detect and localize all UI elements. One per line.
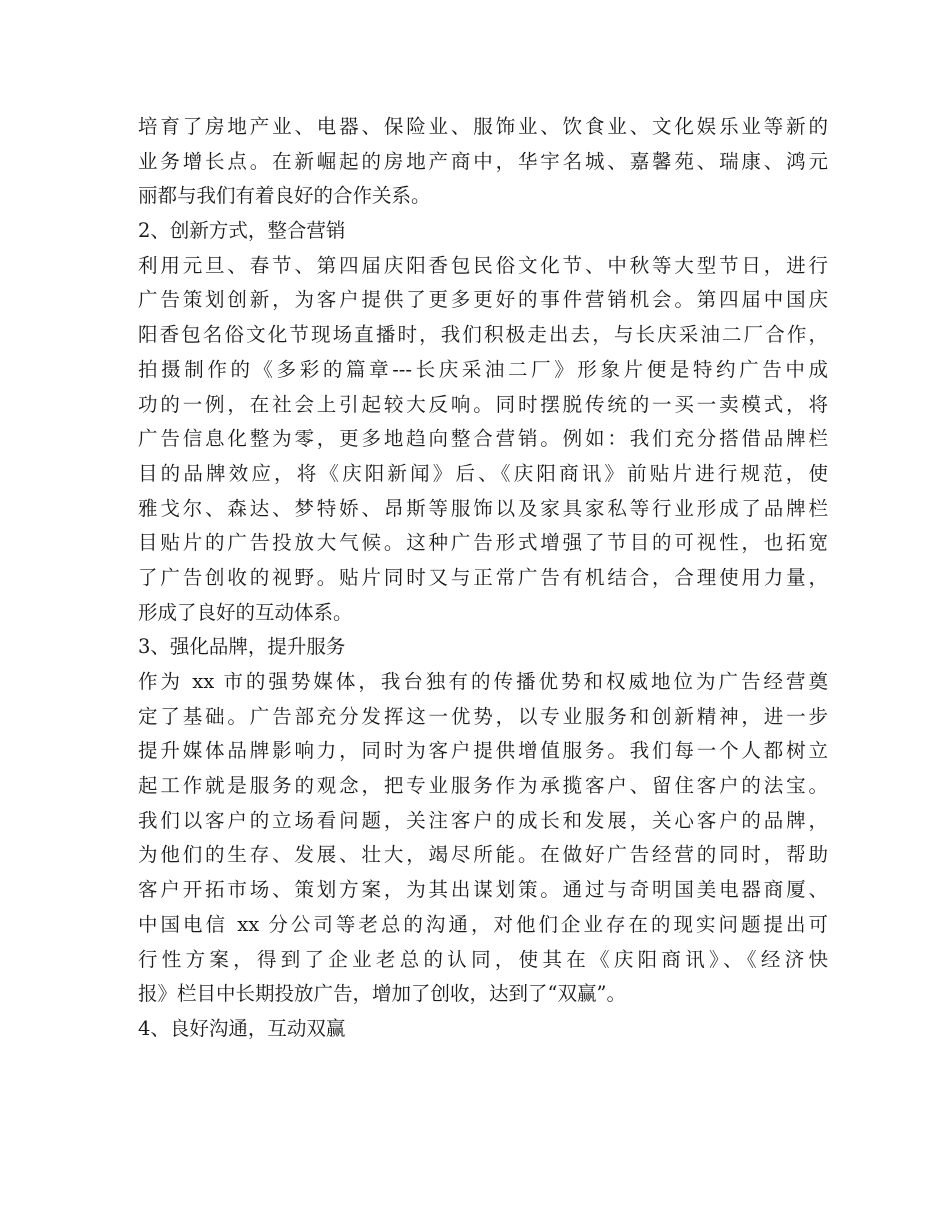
text-line: 拍摄制作的《多彩的篇章---长庆采油二厂》形象片便是特约广告中成: [138, 357, 828, 381]
text-line: 业务增长点。在新崛起的房地产商中，华宇名城、嘉馨苑、瑞康、鸿元: [138, 149, 828, 173]
text-line: 形成了良好的互动体系。: [138, 600, 353, 624]
text-line: 作为 xx 市的强势媒体，我台独有的传播优势和权威地位为广告经营奠: [138, 670, 828, 693]
text-line: 定了基础。广告部充分发挥这一优势，以专业服务和创新精神，进一步: [138, 704, 828, 728]
text-line: 功的一例，在社会上引起较大反响。同时摆脱传统的一买一卖模式，将: [138, 392, 828, 416]
text-line: 利用元旦、春节、第四届庆阳香包民俗文化节、中秋等大型节日，进行: [138, 253, 828, 277]
section-heading: 3、强化品牌，提升服务: [138, 635, 346, 659]
text-line: 雅戈尔、森达、梦特娇、昂斯等服饰以及家具家私等行业形成了品牌栏: [138, 496, 828, 520]
text-line: 广告信息化整为零，更多地趋向整合营销。例如：我们充分搭借品牌栏: [138, 427, 828, 451]
text-line: 阳香包名俗文化节现场直播时，我们积极走出去，与长庆采油二厂合作，: [138, 323, 828, 347]
text-line: 起工作就是服务的观念，把专业服务作为承揽客户、留住客户的法宝。: [138, 774, 828, 798]
text-line: 丽都与我们有着良好的合作关系。: [138, 184, 431, 208]
text-line: 目的品牌效应，将《庆阳新闻》后、《庆阳商讯》前贴片进行规范，使: [138, 461, 828, 485]
text-line: 目贴片的广告投放大气候。这种广告形式增强了节目的可视性，也拓宽: [138, 531, 828, 555]
text-line: 培育了房地产业、电器、保险业、服饰业、饮食业、文化娱乐业等新的: [138, 115, 828, 138]
text-line: 报》栏目中长期投放广告，增加了创收，达到了“双赢”。: [138, 982, 626, 1006]
text-line: 我们以客户的立场看问题，关注客户的成长和发展，关心客户的品牌，: [138, 808, 828, 832]
text-line: 中国电信 xx 分公司等老总的沟通，对他们企业存在的现实问题提出可: [138, 912, 828, 936]
text-line: 行性方案，得到了企业老总的认同，使其在《庆阳商讯》、《经济快: [138, 947, 828, 971]
section-heading: 4、良好沟通，互动双赢: [138, 1016, 346, 1040]
text-line: 广告策划创新，为客户提供了更多更好的事件营销机会。第四届中国庆: [138, 288, 828, 312]
text-line: 了广告创收的视野。贴片同时又与正常广告有机结合，合理使用力量，: [138, 565, 828, 589]
text-line: 提升媒体品牌影响力，同时为客户提供增值服务。我们每一个人都树立: [138, 739, 828, 763]
text-line: 客户开拓市场、策划方案，为其出谋划策。通过与奇明国美电器商厦、: [138, 878, 828, 902]
section-heading: 2、创新方式，整合营销: [138, 219, 346, 243]
text-line: 为他们的生存、发展、壮大，竭尽所能。在做好广告经营的同时，帮助: [138, 843, 828, 867]
document-body: [138, 110, 828, 1047]
